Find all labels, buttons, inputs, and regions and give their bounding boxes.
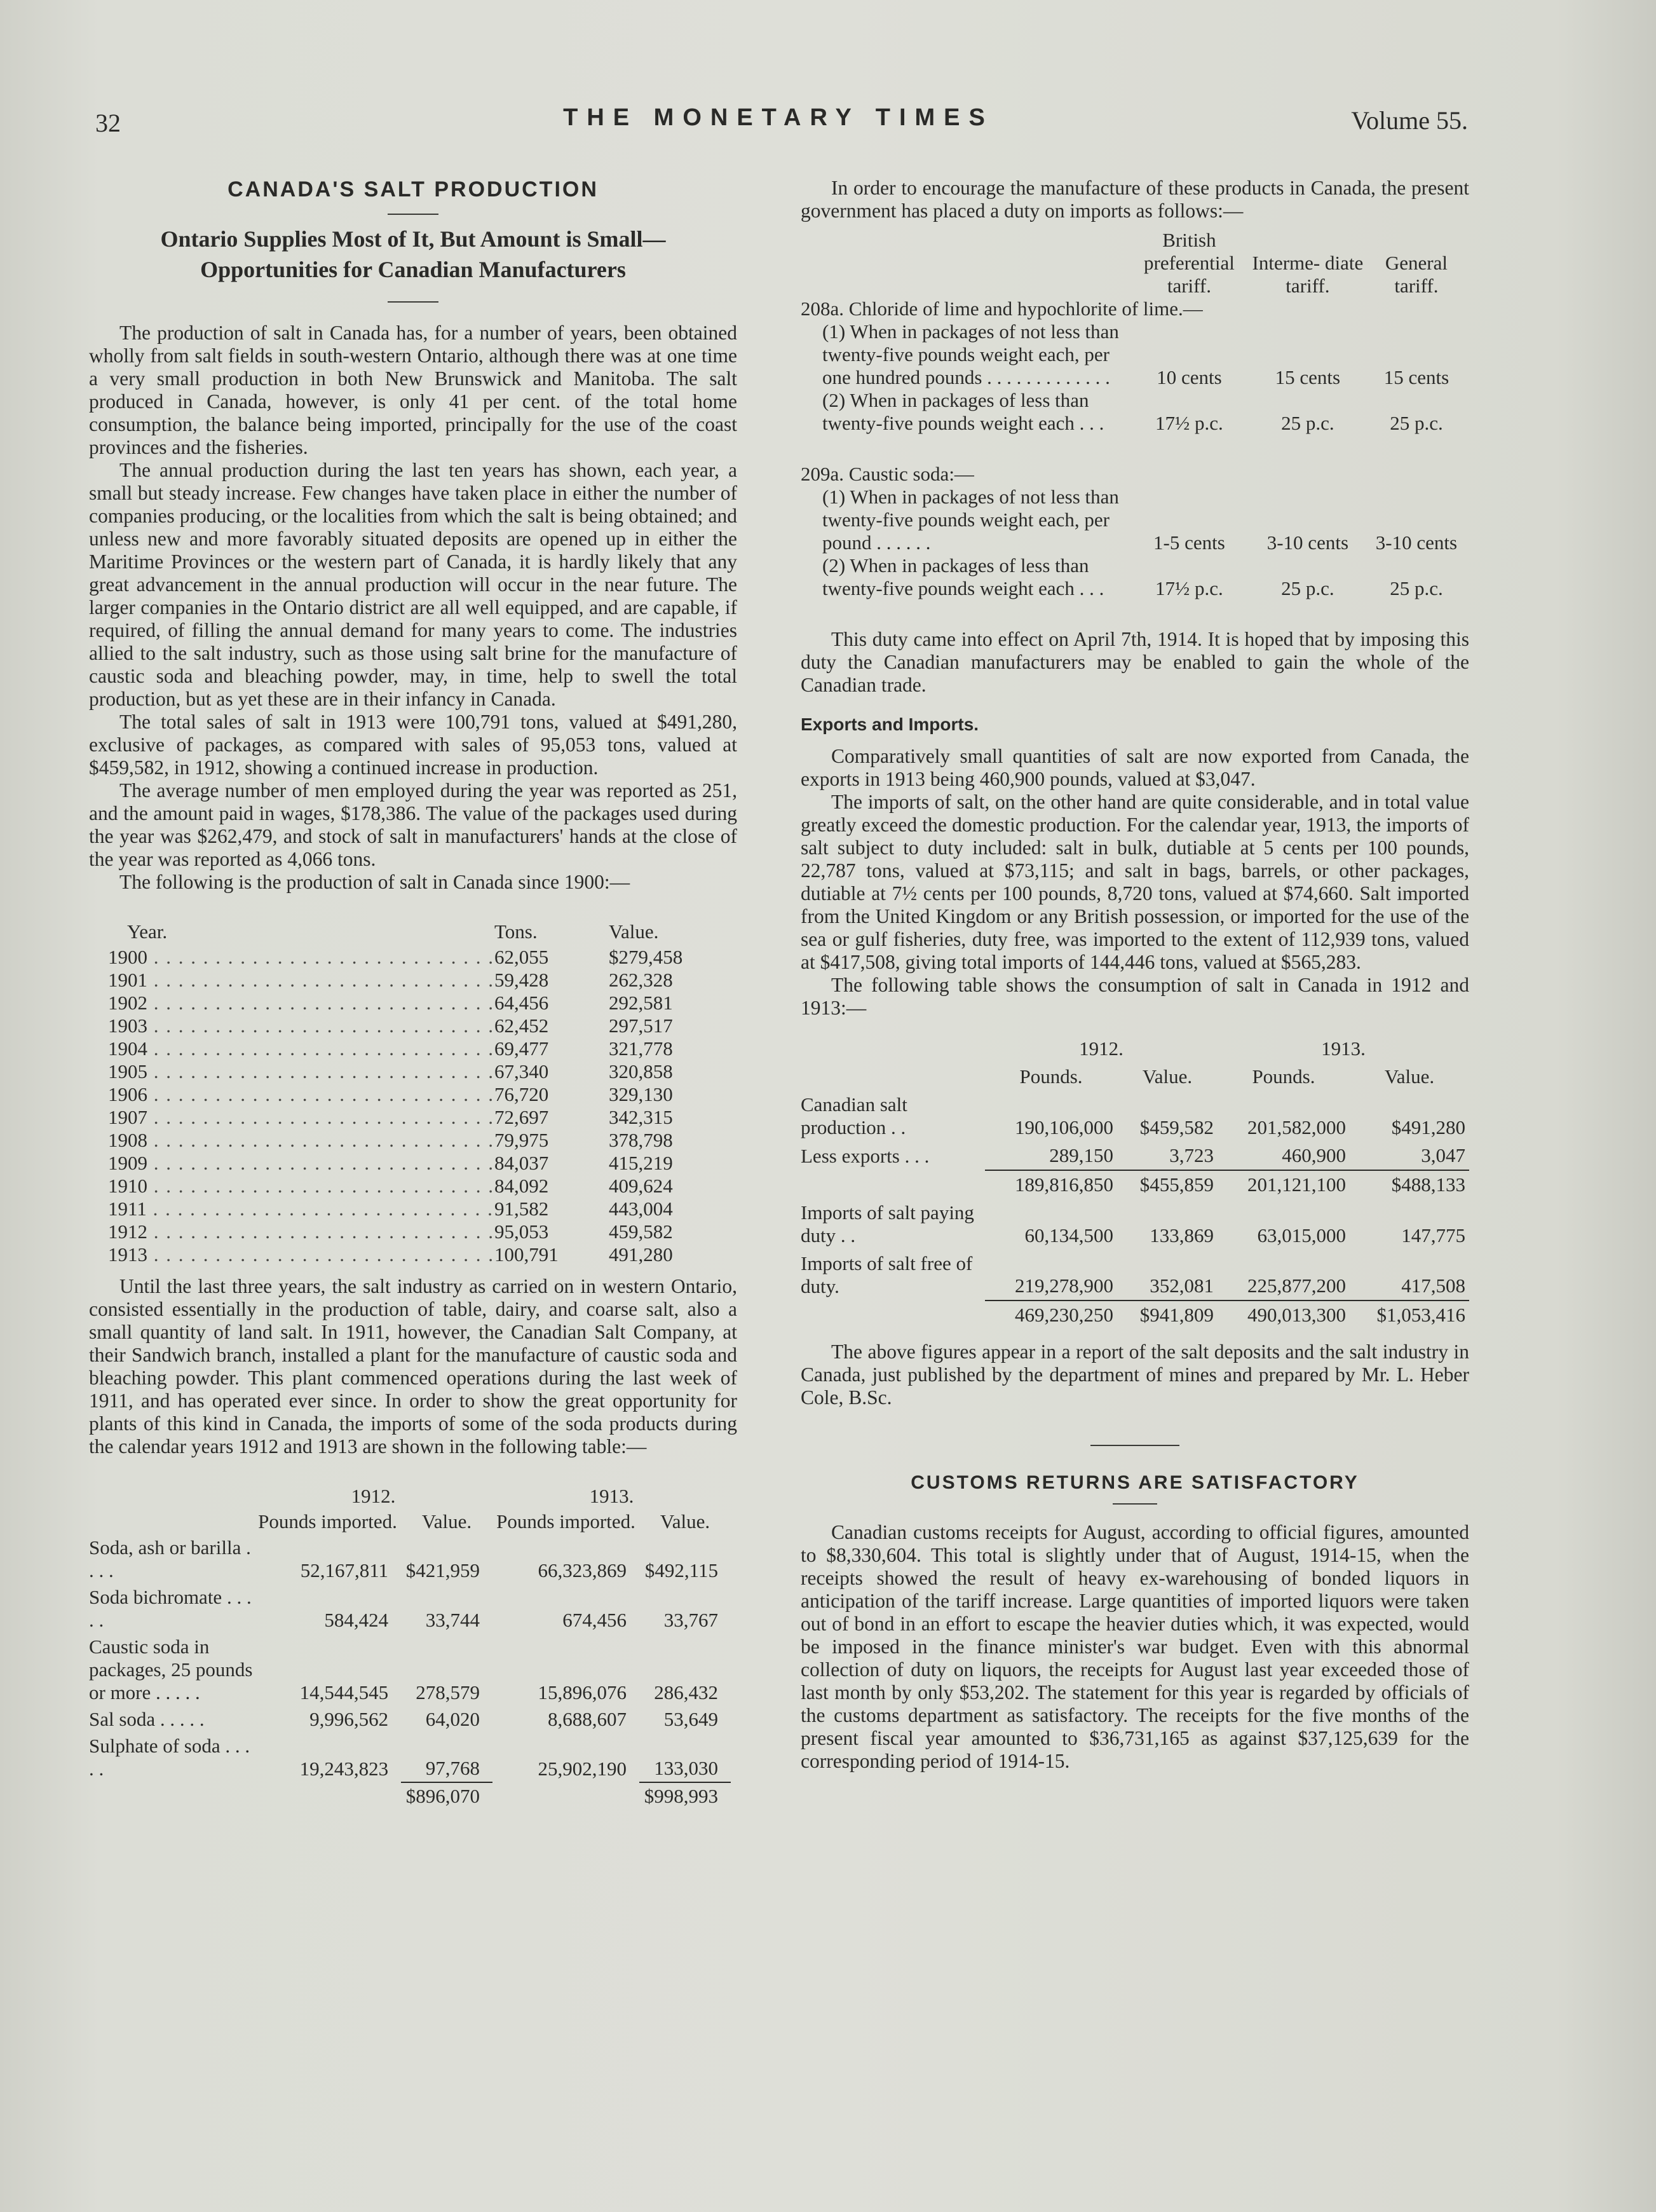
value-1913-cell: 33,767	[663, 1609, 718, 1631]
year-1912: 1912.	[1079, 1037, 1123, 1060]
label-cell: Imports of salt paying duty . .	[801, 1201, 974, 1246]
label-cell: Soda, ash or barilla . . . .	[89, 1536, 251, 1581]
value-cell: 415,219	[609, 1152, 673, 1174]
value-cell: 459,582	[609, 1220, 673, 1243]
paragraph: The annual production during the last ten years has shown, each year, a small but steady increase. Few changes have taken place in either the number of companies producing, or the localities from which the salt is being obtained; and unless new and more favorably situated deposits are opened up in either the Maritime Provinces or the western part of Canada, it is hardly likely that any great advancement in the annual production will occur in the near future. The larger companies in the Ontario district are all well equipped, and are capable, if required, of filling the annual demand for many years to come. The industries allied to the salt industry, such as those using salt brine for the manufacture of caustic soda and bleaching powder, may, in time, help to swell the total production, but as yet these are in their infancy in Canada.	[89, 459, 737, 710]
right-column	[801, 177, 1469, 1773]
paragraph: The above figures appear in a report of the salt deposits and the salt industry in Canada, just published by the department of mines and prepared by Mr. L. Heber Cole, B.Sc.	[801, 1341, 1469, 1409]
year-cell: 1911 . . . . . . . . . . . . . . . . . . . . . . . . . . . .	[108, 1198, 494, 1220]
imports-total-row	[89, 1782, 731, 1810]
table-row	[108, 1129, 693, 1152]
page-number: 32	[95, 109, 121, 137]
header-value: Value.	[609, 920, 659, 943]
label-cell: Less exports . . .	[801, 1145, 930, 1167]
pounds-1912-cell: 52,167,811	[300, 1559, 389, 1581]
value-cell: 342,315	[609, 1106, 673, 1128]
col-value-1912: Value.	[421, 1510, 472, 1533]
label-cell: Soda bichromate . . . . .	[89, 1586, 252, 1631]
pounds-1913-cell: 674,456	[562, 1609, 627, 1631]
value-cell: 292,581	[609, 992, 673, 1014]
left-column	[89, 172, 737, 1810]
consumption-table	[801, 1035, 1469, 1329]
tons-cell: 84,037	[494, 1152, 549, 1174]
table-row	[108, 1220, 693, 1243]
label-cell: Imports of salt free of duty.	[801, 1252, 973, 1297]
col-pounds-1913: Pounds imported.	[496, 1510, 635, 1533]
duty-209a-item2: (2) When in packages of less than twenty-five pounds weight each . . . 17½ p.c. 25 p.c. 25 p.c.	[822, 554, 1443, 599]
value-1912-cell: 133,869	[1150, 1224, 1214, 1246]
table-row	[108, 1198, 693, 1220]
value-1913-cell: 3,047	[1421, 1144, 1465, 1166]
tons-cell: 62,055	[494, 946, 549, 968]
pounds-1913-cell: 460,900	[1282, 1144, 1346, 1166]
tons-cell: 67,340	[494, 1060, 549, 1082]
col-value-1913: Value.	[660, 1510, 710, 1533]
total-1912: $896,070	[401, 1782, 492, 1810]
value-cell: 378,798	[609, 1129, 673, 1151]
page-header	[89, 102, 1468, 140]
table-row	[801, 1301, 1469, 1329]
pounds-1913-cell: 63,015,000	[1257, 1224, 1346, 1246]
pounds-1913-cell: 225,877,200	[1247, 1274, 1346, 1297]
label-cell: Sal soda . . . . .	[89, 1708, 205, 1730]
value-1912-cell: $421,959	[405, 1559, 480, 1581]
customs-title: CUSTOMS RETURNS ARE SATISFACTORY	[911, 1472, 1359, 1493]
table-row	[108, 1175, 693, 1198]
table-row	[108, 992, 693, 1014]
value-cell: 491,280	[609, 1243, 673, 1266]
pounds-1912-cell: 190,106,000	[1015, 1116, 1114, 1138]
section-divider	[1090, 1445, 1179, 1446]
pounds-1913-cell: 15,896,076	[538, 1681, 627, 1703]
value-cell: 297,517	[609, 1014, 673, 1037]
tons-cell: 64,456	[494, 992, 549, 1014]
customs-title-rule	[1113, 1503, 1157, 1505]
paragraph: This duty came into effect on April 7th, 1914. It is hoped that by imposing this duty the Canadian manufacturers may be enabled to gain the whole of the Canadian trade.	[801, 628, 1469, 696]
value-1912-cell: 64,020	[425, 1708, 480, 1730]
soda-imports-table	[89, 1484, 731, 1810]
consumption-header-row: Pounds. Value. Pounds. Value.	[1019, 1065, 1435, 1088]
label-cell	[801, 1170, 985, 1199]
year-cell: 1906 . . . . . . . . . . . . . . . . . . . . . . . . . . . .	[108, 1083, 494, 1105]
table-row	[89, 1706, 731, 1733]
value-1913-cell: $491,280	[1391, 1116, 1465, 1138]
table-row	[108, 1106, 693, 1129]
pounds-1912-cell: 469,230,250	[985, 1301, 1117, 1329]
value-cell: 262,328	[609, 969, 673, 991]
paragraph: Until the last three years, the salt industry as carried on in western Ontario, consisted essentially in the production of table, dairy, and coarse salt, also a small quantity of land salt. In 1911, however, the Canadian Salt Company, at their Sandwich branch, installed a plant for the manufacture of caustic soda and bleaching powder. This plant commenced operations during the last week of 1911, and has operated ever since. In order to show the great opportunity for plants of this kind in Canada, the imports of some of the soda products during the calendar years 1912 and 1913 are shown in the following table:—	[89, 1275, 737, 1458]
year-1912: 1912.	[351, 1485, 396, 1507]
consumption-year-row	[801, 1035, 1469, 1063]
pounds-1913-cell: 8,688,607	[548, 1708, 627, 1730]
value-cell: 321,778	[609, 1037, 673, 1060]
duty-208a-item2: (2) When in packages of less than twenty-five pounds weight each . . . 17½ p.c. 25 p.c. 25 p.c.	[822, 389, 1443, 434]
total-1913: $998,993	[639, 1782, 731, 1810]
year-cell: 1901 . . . . . . . . . . . . . . . . . . . . . . . . . . . .	[108, 969, 494, 991]
table-row	[801, 1091, 1469, 1142]
tons-cell: 76,720	[494, 1083, 549, 1105]
table-row	[801, 1199, 1469, 1250]
table-row	[801, 1142, 1469, 1170]
value-1913-cell: $1,053,416	[1350, 1301, 1469, 1329]
value-1912-cell: $455,859	[1117, 1170, 1218, 1199]
pounds-1912-cell: 14,544,545	[299, 1681, 389, 1703]
value-1912-cell: 97,768	[425, 1757, 480, 1779]
table-row	[108, 946, 693, 969]
col-intermediate: Interme- diate tariff.	[1252, 252, 1364, 297]
col-pounds-1912: Pounds imported.	[258, 1510, 397, 1533]
production-table	[108, 920, 693, 1266]
table-row	[89, 1634, 731, 1706]
table-row	[108, 1060, 693, 1083]
pounds-1913-cell: 66,323,869	[538, 1559, 627, 1581]
value-1913-cell: 147,775	[1401, 1224, 1465, 1246]
year-1913: 1913.	[1321, 1037, 1366, 1060]
tons-cell: 72,697	[494, 1106, 549, 1128]
table-row	[108, 1014, 693, 1037]
table-row	[108, 1083, 693, 1106]
tons-cell: 91,582	[494, 1198, 549, 1220]
tons-cell: 84,092	[494, 1175, 549, 1197]
header-tons: Tons.	[494, 920, 538, 943]
pounds-1912-cell: 289,150	[1049, 1144, 1114, 1166]
value-1913-cell: 286,432	[654, 1681, 718, 1703]
value-1912-cell: 352,081	[1150, 1274, 1214, 1297]
duty-209a-heading: 209a. Caustic soda:—	[801, 463, 974, 485]
label-cell: Sulphate of soda . . . . .	[89, 1735, 250, 1780]
year-cell: 1910 . . . . . . . . . . . . . . . . . . . . . . . . . . . .	[108, 1175, 494, 1197]
value-1912-cell: $459,582	[1139, 1116, 1214, 1138]
pounds-1913-cell: 25,902,190	[538, 1758, 627, 1780]
col-british: British preferential tariff.	[1144, 229, 1235, 297]
paragraph: In order to encourage the manufacture of these products in Canada, the present government has placed a duty on imports as follows:—	[801, 177, 1469, 222]
table-row	[108, 1152, 693, 1175]
paragraph: The production of salt in Canada has, for a number of years, been obtained wholly from salt fields in south-western Ontario, although there was at one time a very small production in both New Brunswick and Manitoba. The salt produced in Canada, however, is only 41 per cent. of the total home consumption, the balance being imported, principally for the use of the coast provinces and the fisheries.	[89, 322, 737, 458]
article-subtitle: Ontario Supplies Most of It, But Amount is Small—Opportunities for Canadian Manufacturers	[160, 226, 666, 282]
pounds-1912-cell: 60,134,500	[1024, 1224, 1114, 1246]
pounds-1913-cell: 201,582,000	[1247, 1116, 1346, 1138]
value-1912-cell: 33,744	[425, 1609, 480, 1631]
duty-209a-item1: (1) When in packages of not less than twenty-five pounds weight each, per pound . . . . . . 1-5 cents 3-10 cents 3-10 cents	[822, 486, 1458, 554]
header-year: Year.	[127, 920, 168, 943]
duty-table	[801, 229, 1469, 600]
paragraph: The following table shows the consumption of salt in Canada in 1912 and 1913:—	[801, 974, 1469, 1019]
value-1913-cell: $488,133	[1350, 1170, 1469, 1199]
pounds-1912-cell: 19,243,823	[299, 1758, 389, 1780]
year-cell: 1908 . . . . . . . . . . . . . . . . . . . . . . . . . . . .	[108, 1129, 494, 1151]
year-cell: 1902 . . . . . . . . . . . . . . . . . . . . . . . . . . . .	[108, 992, 494, 1014]
col-general: General tariff.	[1385, 252, 1448, 297]
tons-cell: 79,975	[494, 1129, 549, 1151]
paragraph: The total sales of salt in 1913 were 100,791 tons, valued at $491,280, exclusive of packages, as compared with sales of 95,053 tons, valued at $459,582, in 1912, showing a continued increase in production.	[89, 711, 737, 779]
value-cell: $279,458	[609, 946, 683, 968]
value-1912-cell: $941,809	[1117, 1301, 1218, 1329]
label-cell	[801, 1301, 985, 1329]
value-1913-cell: $492,115	[644, 1559, 718, 1581]
value-1912-cell: 3,723	[1169, 1144, 1214, 1166]
paragraph: Canadian customs receipts for August, according to official figures, amounted to $8,330,604. This total is slightly under that of August, 1914-15, when the receipts showed the result of heavy ex-warehousing of bonded liquors in anticipation of the tariff increase. Large quantities of imported liquors were taken out of bond in an effort to escape the heavier duties which, it was expected, would be imposed in the finance minister's war budget. Even with this abnormal collection of duty on liquors, the receipts for August last year exceeded those of last month by only $53,202. The statement for this year is regarded by officials of the customs department as satisfactory. The receipts for the five months of the present fiscal year amounted to $36,731,165 as against $37,125,639 for the corresponding period of 1914-15.	[801, 1521, 1469, 1772]
article-title: CANADA'S SALT PRODUCTION	[227, 177, 599, 201]
value-1913-cell: 417,508	[1401, 1274, 1465, 1297]
paragraph: The following is the production of salt in Canada since 1900:—	[119, 871, 630, 893]
year-cell: 1912 . . . . . . . . . . . . . . . . . . . . . . . . . . . .	[108, 1220, 494, 1243]
label-cell: Caustic soda in packages, 25 pounds or more . . . . .	[89, 1635, 253, 1703]
paragraph: The imports of salt, on the other hand are quite considerable, and in total value greatly exceed the domestic production. For the calendar year, 1913, the imports of salt subject to duty included: salt in bulk, dutiable at 5 cents per 100 pounds, 22,787 tons, valued at $73,115; and salt in bags, barrels, or other packages, dutiable at 7½ cents per 100 pounds, 8,720 tons, valued at $74,660. Salt imported from the United Kingdom or any British possession, or imported for the use of the sea or gulf fisheries, duty free, was imported to the extent of 112,939 tons, valued at $417,508, giving total imports of 144,446 tons, valued at $565,283.	[801, 791, 1469, 973]
imports-header-row	[89, 1509, 731, 1534]
value-1913-cell: 133,030	[654, 1757, 718, 1779]
pounds-1912-cell: 219,278,900	[1015, 1274, 1114, 1297]
duty-208a-item1: (1) When in packages of not less than twenty-five pounds weight each, per one hundred pounds . . . . . . . . . . . . . 10 cents 15 cents 15 cents	[822, 320, 1449, 388]
year-cell: 1903 . . . . . . . . . . . . . . . . . . . . . . . . . . . .	[108, 1014, 494, 1037]
year-cell: 1907 . . . . . . . . . . . . . . . . . . . . . . . . . . . .	[108, 1106, 494, 1128]
value-cell: 320,858	[609, 1060, 673, 1082]
table-row	[801, 1170, 1469, 1199]
value-cell: 329,130	[609, 1083, 673, 1105]
table-row	[108, 1243, 693, 1266]
masthead: THE MONETARY TIMES	[563, 104, 994, 131]
table-row	[108, 969, 693, 992]
paragraph: Comparatively small quantities of salt are now exported from Canada, the exports in 1913 being 460,900 pounds, valued at $3,047.	[801, 745, 1469, 790]
table-row	[89, 1534, 731, 1584]
tons-cell: 62,452	[494, 1014, 549, 1037]
pounds-1913-cell: 490,013,300	[1218, 1301, 1350, 1329]
table-row	[108, 1037, 693, 1060]
year-cell: 1904 . . . . . . . . . . . . . . . . . . . . . . . . . . . .	[108, 1037, 494, 1060]
table-row	[89, 1733, 731, 1782]
year-cell: 1913 . . . . . . . . . . . . . . . . . . . . . . . . . . . .	[108, 1243, 494, 1266]
volume-label: Volume 55.	[1351, 106, 1468, 135]
tons-cell: 59,428	[494, 969, 549, 991]
pounds-1912-cell: 9,996,562	[309, 1708, 389, 1730]
value-cell: 443,004	[609, 1198, 673, 1220]
table-row	[801, 1250, 1469, 1301]
imports-year-row	[89, 1484, 731, 1509]
pounds-1912-cell: 189,816,850	[985, 1170, 1117, 1199]
table-row	[89, 1584, 731, 1634]
year-cell: 1900 . . . . . . . . . . . . . . . . . . . . . . . . . . . .	[108, 946, 494, 968]
title-rule	[388, 214, 438, 215]
value-1913-cell: 53,649	[663, 1708, 718, 1730]
tons-cell: 69,477	[494, 1037, 549, 1060]
tons-cell: 100,791	[494, 1243, 559, 1266]
duty-header-row	[801, 229, 1469, 297]
pounds-1913-cell: 201,121,100	[1218, 1170, 1350, 1199]
value-cell: 409,624	[609, 1175, 673, 1197]
paragraph: The average number of men employed during the year was reported as 251, and the amount paid in wages, $178,386. The value of the packages used during the year was $262,479, and stock of salt in manufacturers' hands at the close of the year was reported as 4,066 tons.	[89, 779, 737, 870]
label-cell: Canadian salt production . .	[801, 1093, 907, 1138]
subtitle-rule	[388, 301, 438, 303]
year-cell: 1905 . . . . . . . . . . . . . . . . . . . . . . . . . . . .	[108, 1060, 494, 1082]
duty-208a-heading: 208a. Chloride of lime and hypochlorite of lime.—	[801, 297, 1203, 320]
tons-cell: 95,053	[494, 1220, 549, 1243]
exports-heading: Exports and Imports.	[801, 714, 979, 734]
value-1912-cell: 278,579	[416, 1681, 480, 1703]
year-cell: 1909 . . . . . . . . . . . . . . . . . . . . . . . . . . . .	[108, 1152, 494, 1174]
table-header-row	[108, 920, 693, 946]
year-1913: 1913.	[589, 1485, 634, 1507]
pounds-1912-cell: 584,424	[324, 1609, 389, 1631]
